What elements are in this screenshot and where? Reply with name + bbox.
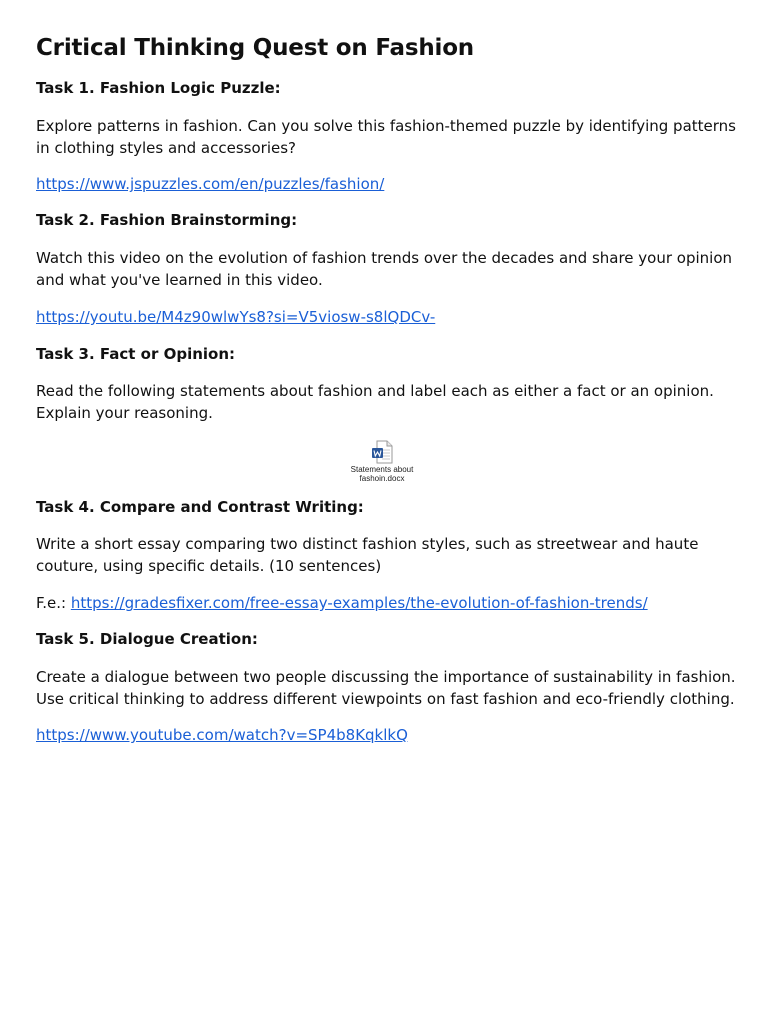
word-document-icon: [349, 440, 415, 464]
task-3-heading: Task 3. Fact or Opinion:: [36, 345, 236, 363]
attachment-label-line-2: fashoin.docx: [359, 474, 405, 483]
task-4-example-prefix: F.e.:: [36, 594, 71, 612]
attachment-label-line-1: Statements about: [350, 465, 414, 474]
task-3-body: Read the following statements about fashion and label each as either a fact or an opinion. Explain your reasoning.: [36, 382, 714, 422]
task-2-body: Watch this video on the evolution of fashion trends over the decades and share your opinion and what you've learned in this video.: [36, 249, 733, 289]
task-5-heading: Task 5. Dialogue Creation:: [36, 630, 258, 648]
task-1-link-line: [36, 174, 384, 194]
task-5-link[interactable]: https://www.youtube.com/watch?v=SP4b8KqklkQ: [36, 726, 408, 744]
attachment-label: [349, 465, 415, 483]
task-5-body: Create a dialogue between two people discussing the importance of sustainability in fashion. Use critical thinking to address different viewpoints on fast fashion and eco-friendly clothing.: [36, 668, 736, 708]
task-2-link-line: [36, 307, 435, 327]
task-2-link[interactable]: https://youtu.be/M4z90wlwYs8?si=V5viosw-s8lQDCv-: [36, 308, 436, 326]
task-4-example-line: [36, 593, 648, 613]
task-1-heading: Task 1. Fashion Logic Puzzle:: [36, 79, 281, 97]
task-1-body: Explore patterns in fashion. Can you solve this fashion-themed puzzle by identifying patterns in clothing styles and accessories?: [36, 117, 736, 157]
task-5-link-line: [36, 725, 408, 745]
page-title: Critical Thinking Quest on Fashion: [36, 35, 474, 61]
task-2-heading: Task 2. Fashion Brainstorming:: [36, 211, 298, 229]
task-4-body: Write a short essay comparing two distinct fashion styles, such as streetwear and haute couture, using specific details. (10 sentences): [36, 535, 699, 575]
task-1-link[interactable]: https://www.jspuzzles.com/en/puzzles/fashion/: [36, 175, 385, 193]
task-4-link[interactable]: https://gradesfixer.com/free-essay-examples/the-evolution-of-fashion-trends/: [70, 594, 648, 612]
attachment-statements-docx[interactable]: [349, 440, 415, 483]
task-4-heading: Task 4. Compare and Contrast Writing:: [36, 498, 364, 516]
